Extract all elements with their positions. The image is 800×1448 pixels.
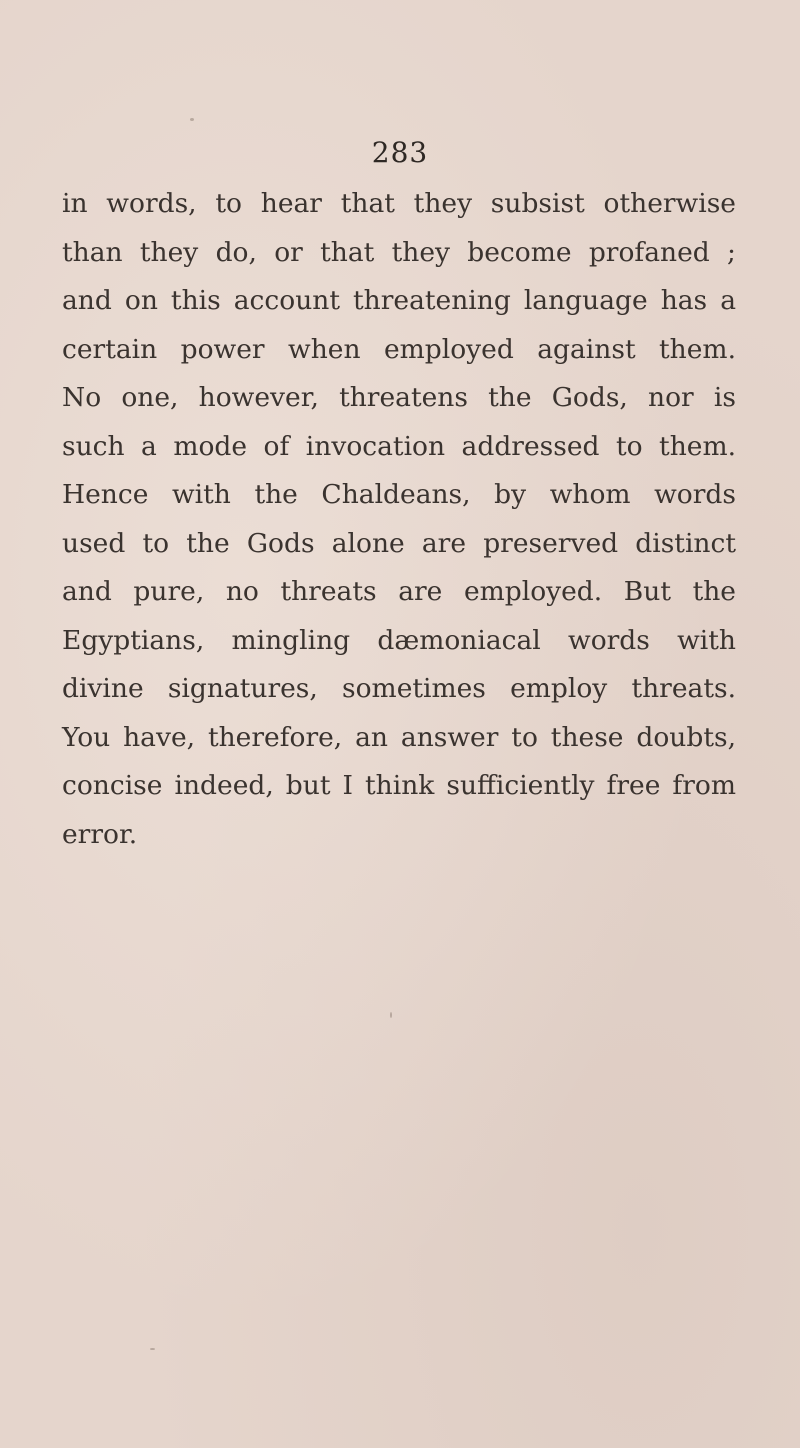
paper-speck bbox=[150, 1348, 155, 1350]
text-line: No one, however, threatens the Gods, nor is bbox=[62, 382, 736, 413]
body-text bbox=[62, 180, 736, 859]
paper-speck bbox=[190, 118, 194, 121]
text-line: divine signatures, sometimes employ threats. bbox=[62, 673, 736, 704]
text-line: used to the Gods alone are preserved distinct bbox=[62, 527, 736, 559]
text-line: Hence with the Chaldeans, by whom words bbox=[62, 479, 736, 510]
text-line: concise indeed, but I think sufficiently free from bbox=[62, 770, 736, 801]
text-line: Egyptians, mingling dæmoniacal words with bbox=[62, 624, 736, 656]
text-line: in words, to hear that they subsist otherwise bbox=[62, 188, 736, 219]
paper-speck bbox=[390, 1012, 392, 1018]
text-line: such a mode of invocation addressed to them. bbox=[62, 430, 736, 462]
page-number: 283 bbox=[371, 136, 429, 169]
text-line: and pure, no threats are employed. But the bbox=[62, 576, 736, 607]
text-line: and on this account threatening language has a bbox=[62, 285, 736, 316]
text-line: You have, therefore, an answer to these doubts, bbox=[62, 721, 736, 753]
text-line: error. bbox=[62, 818, 138, 850]
text-line: than they do, or that they become profaned ; bbox=[62, 236, 736, 268]
text-line: certain power when employed against them. bbox=[62, 333, 736, 365]
